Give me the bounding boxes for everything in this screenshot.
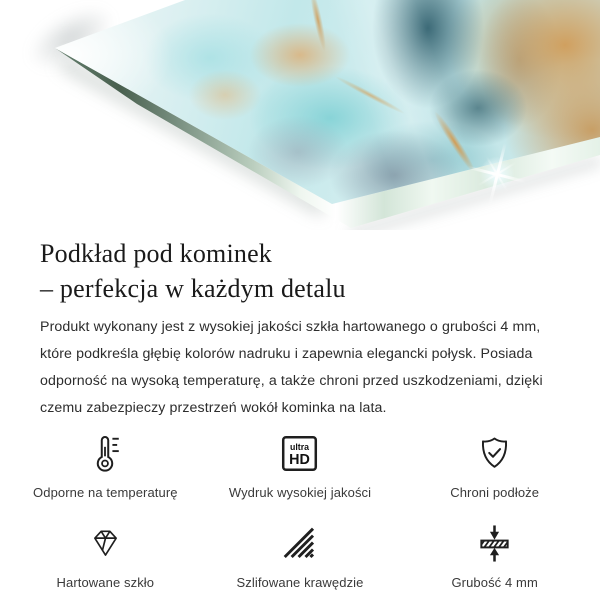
page-title [40,236,570,306]
features-grid [8,430,592,590]
feature-label: Chroni podłoże [450,485,540,500]
page-title-line-1: Podkład pod kominek [40,239,273,268]
ultra-hd-badge-text-2: HD [289,451,311,468]
gold-vein [333,74,406,117]
product-image [0,0,600,230]
feature-label: Szlifowane krawędzie [236,575,364,590]
feature-thickness [397,520,592,590]
polished-edges-icon [281,525,318,562]
page-title-line-2: – perfekcja w każdym detalu [40,274,346,303]
thickness-icon [475,524,514,563]
feature-print-quality [203,430,398,500]
feature-label: Hartowane szkło [56,575,155,590]
shield-check-icon [475,434,514,473]
ultra-hd-icon [281,435,318,472]
feature-tempered-glass [8,520,203,590]
feature-label: Odporne na temperaturę [33,485,178,500]
thermometer-icon [86,431,124,475]
sparkle-ray [486,156,508,191]
sparkle-cross [467,144,527,204]
feature-protects-floor [397,430,592,500]
diamond-icon [87,525,124,562]
feature-temperature [8,430,203,500]
feature-label: Grubość 4 mm [451,575,538,590]
feature-polished-edges [203,520,398,590]
ultra-hd-badge-text-1: ultra [290,441,310,452]
gold-vein [307,0,328,52]
feature-label: Wydruk wysokiej jakości [228,485,372,500]
product-description: Produkt wykonany jest z wysokiej jakości szkła hartowanego o grubości 4 mm, które podkreśla głębię kolorów nadruku i zapewnia elegancki połysk. Posiada odporność na wysoką temperaturę, a także chroni przed uszkodzeniami, dzięki czemu zabezpieczy przestrzeń wokół kominka na lata. [40,319,543,416]
